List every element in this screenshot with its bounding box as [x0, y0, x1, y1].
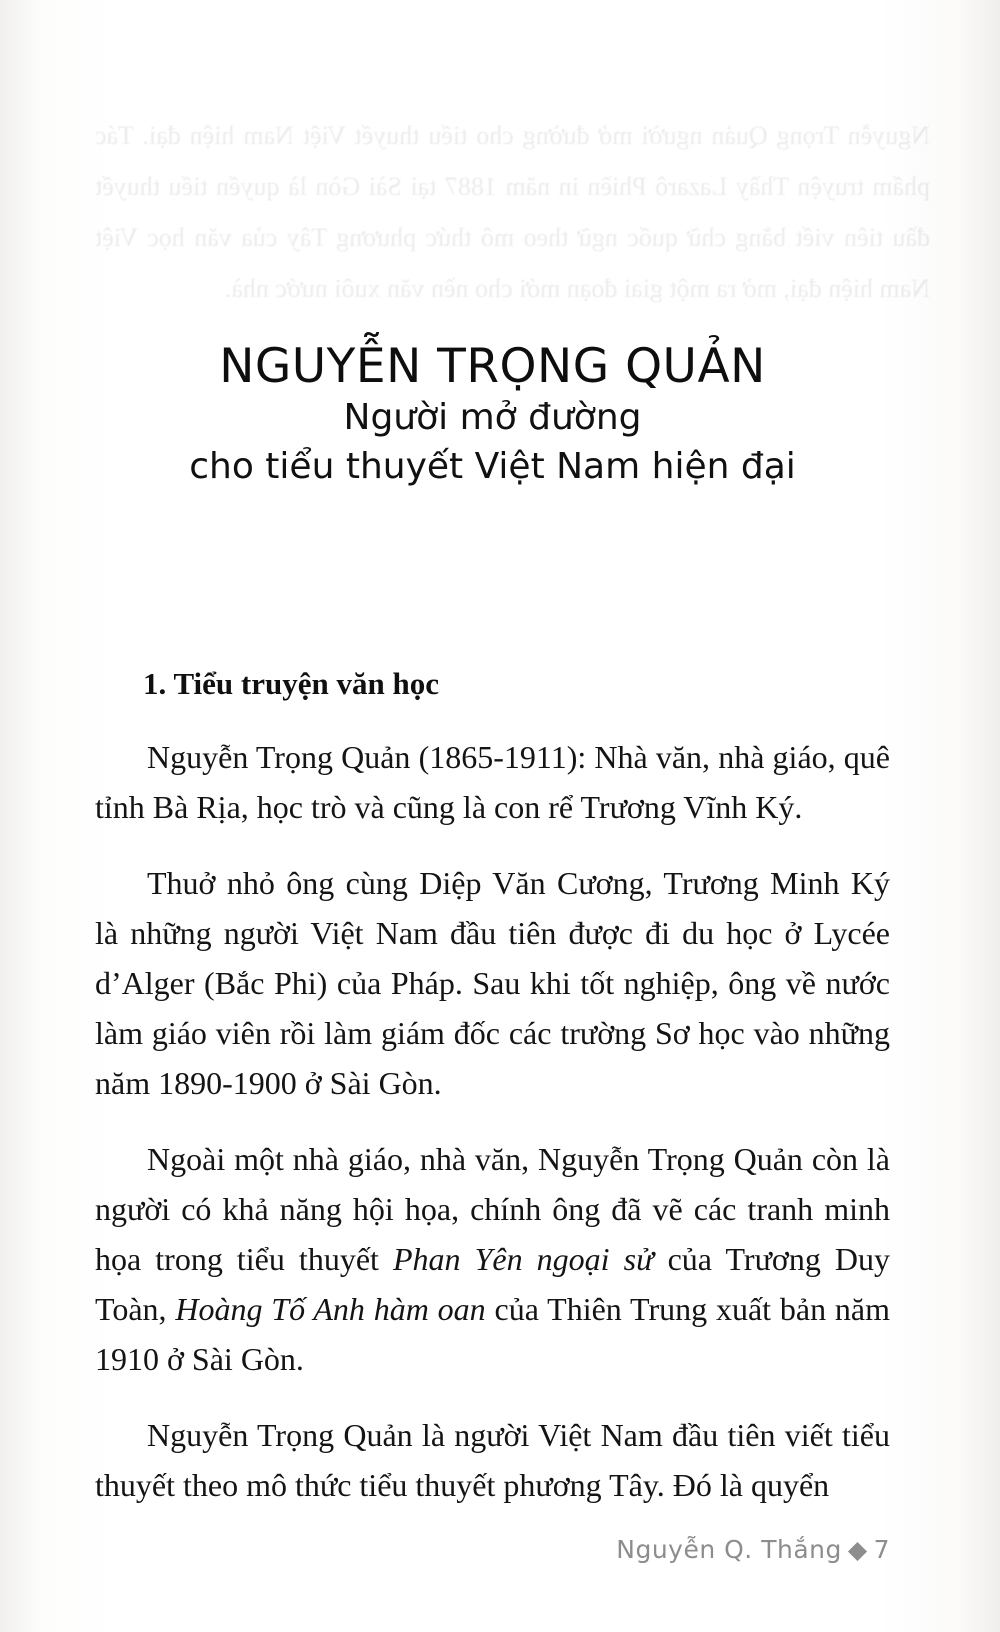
page-number: 7	[873, 1535, 890, 1564]
paragraph-3-part-1: Ngoài một nhà giáo, nhà văn, Nguyễn Trọng Quản còn là người có khả năng hội họa, chính ông đã vẽ các tranh minh họa trong tiểu thuyết	[95, 1141, 890, 1278]
section-heading: 1. Tiểu truyện văn học	[143, 666, 439, 702]
page-subtitle	[95, 394, 890, 491]
paragraph-3-part-2: của Trương Duy Toàn,	[95, 1241, 891, 1328]
footer-author: Nguyễn Q. Thắng	[616, 1535, 842, 1564]
page-footer	[95, 1535, 890, 1564]
paragraph-2: Thuở nhỏ ông cùng Diệp Văn Cương, Trương Minh Ký là những người Việt Nam đầu tiên được đi du học ở Lycée d’Alger (Bắc Phi) của Pháp. Sau khi tốt nghiệp, ông về nước làm giáo viên rồi làm giám đốc các trường Sơ học vào những năm 1890-1900 ở Sài Gòn.	[95, 865, 890, 1102]
subtitle-line-1: Người mở đường	[343, 397, 642, 439]
reverse-side-bleedthrough: Nguyễn Trọng Quản người mở đường cho tiểu thuyết Việt Nam hiện đại. Tác phẩm truyện Thầy Lazarô Phiền in năm 1887 tại Sài Gòn là quyển tiểu thuyết đầu tiên viết bằng chữ quốc ngữ theo mô thức phương Tây của văn học Việt Nam hiện đại, mở ra một giai đoạn mới cho nền văn xuôi nước nhà.	[95, 121, 930, 303]
paragraph-4: Nguyễn Trọng Quản là người Việt Nam đầu tiên viết tiểu thuyết theo mô thức tiểu thuyết phương Tây. Đó là quyển	[95, 1417, 890, 1504]
subtitle-line-2: cho tiểu thuyết Việt Nam hiện đại	[189, 445, 796, 487]
book-title-phan-yen-ngoai-su: Phan Yên ngoại sử	[392, 1241, 654, 1278]
book-title-hoang-to-anh-ham-oan: Hoàng Tố Anh hàm oan	[175, 1291, 486, 1328]
page-title: NGUYỄN TRỌNG QUẢN	[219, 339, 766, 394]
footer-separator-icon: ◆	[847, 1535, 868, 1564]
paragraph-3-part-3: của Thiên Trung xuất bản năm 1910 ở Sài Gòn.	[95, 1291, 891, 1378]
paragraph-1: Nguyễn Trọng Quản (1865-1911): Nhà văn, nhà giáo, quê tỉnh Bà Rịa, học trò và cũng là con rể Trương Vĩnh Ký.	[95, 739, 890, 826]
paragraph-3	[95, 1108, 890, 1384]
page-content	[95, 0, 890, 1632]
title-block	[95, 0, 890, 491]
